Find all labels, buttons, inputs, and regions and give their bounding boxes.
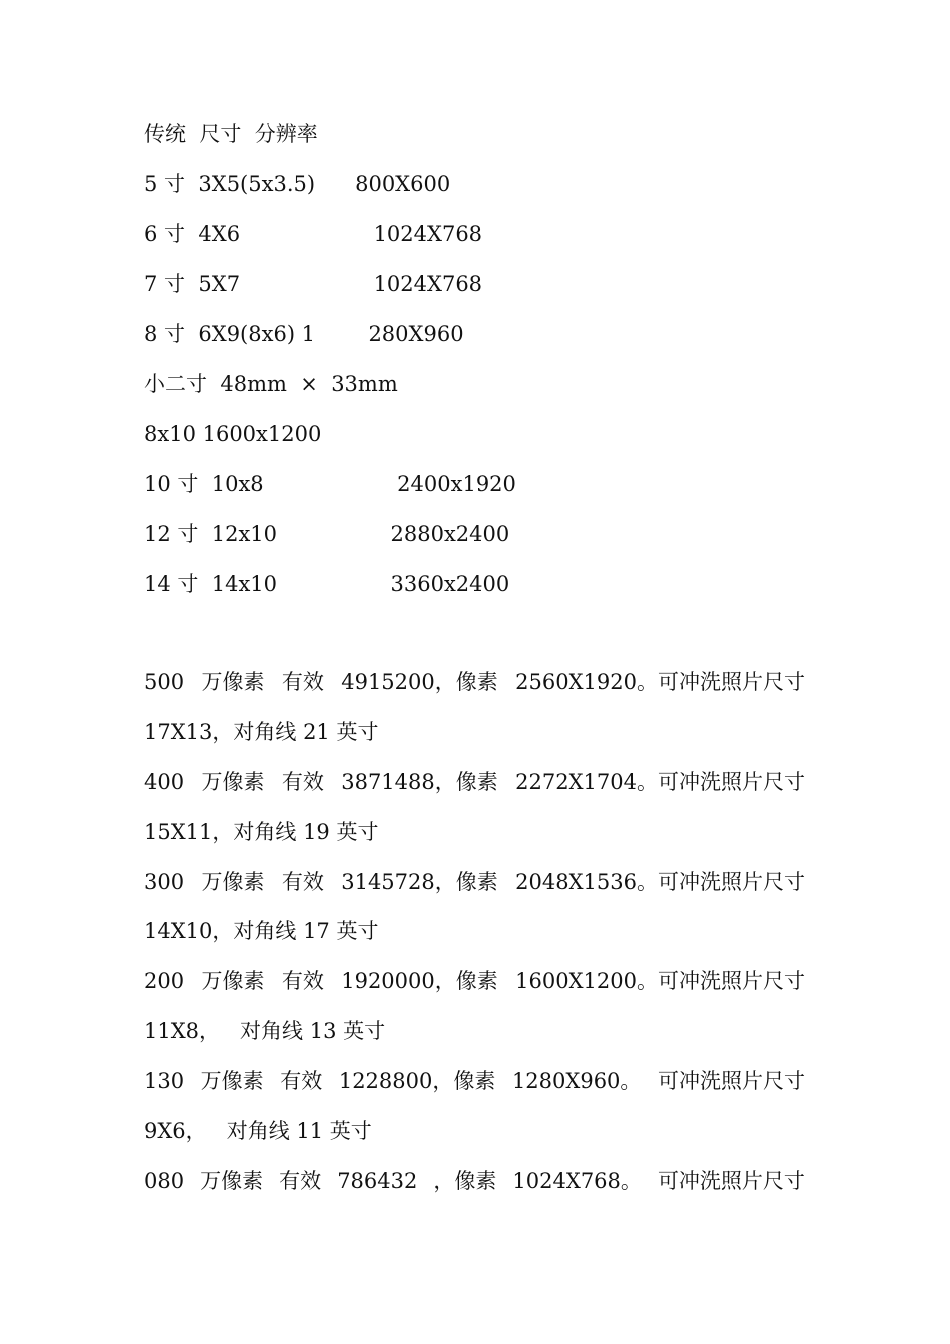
pixel-entry-200-line1 [144, 968, 805, 994]
pixel-entry-part: 有效 [281, 870, 324, 894]
pixel-entry-part: 200 [144, 969, 185, 993]
pixel-entry-part: 2272X1704。可冲洗照片尺寸 [515, 770, 805, 794]
pixel-entry-500-line1 [144, 669, 805, 695]
pixel-entry-300-line2: 14X10，对角线 17 英寸 [144, 919, 379, 943]
pixel-entry-part: 有效 [281, 969, 324, 993]
pixel-entry-400-line2: 15X11，对角线 19 英寸 [144, 820, 379, 844]
table-row-5-inch: 5 寸 3X5(5x3.5) 800X600 [144, 172, 451, 196]
table-row-8-inch: 8 寸 6X9(8x6) 1 280X960 [144, 322, 464, 346]
table-row-7-inch: 7 寸 5X7 1024X768 [144, 272, 483, 296]
pixel-entry-part: 1600X1200。可冲洗照片尺寸 [515, 969, 805, 993]
pixel-entry-part: 1228800，像素 [338, 1069, 496, 1093]
pixel-entry-200-line2: 11X8， 对角线 13 英寸 [144, 1019, 386, 1043]
pixel-entry-part: 3871488，像素 [341, 770, 498, 794]
pixel-entry-part: 可冲洗照片尺寸 [657, 1169, 805, 1193]
pixel-entry-500-line2: 17X13，对角线 21 英寸 [144, 720, 379, 744]
pixel-entry-part: 万像素 [200, 1169, 264, 1193]
pixel-entry-part: 万像素 [201, 870, 265, 894]
pixel-entry-part: 400 [144, 770, 185, 794]
pixel-entry-130-line2: 9X6， 对角线 11 英寸 [144, 1119, 372, 1143]
pixel-entry-part: 500 [144, 670, 185, 694]
table-row-small-2-inch: 小二寸 48mm × 33mm [144, 372, 398, 396]
pixel-entry-part: 万像素 [201, 670, 265, 694]
pixel-entry-part: 4915200，像素 [341, 670, 498, 694]
pixel-entry-part: ，像素 [433, 1169, 497, 1193]
table-row-14-inch: 14 寸 14x10 3360x2400 [144, 572, 510, 596]
pixel-entry-part: 1920000，像素 [341, 969, 498, 993]
pixel-entry-part: 万像素 [201, 770, 265, 794]
pixel-entry-part: 万像素 [200, 1069, 264, 1093]
pixel-entry-part: 786432 [337, 1169, 418, 1193]
pixel-entry-part: 1024X768。 [512, 1169, 642, 1193]
pixel-entry-130-line1 [144, 1068, 805, 1094]
pixel-entry-part: 有效 [281, 770, 324, 794]
pixel-entry-part: 万像素 [201, 969, 265, 993]
pixel-entry-300-line1 [144, 869, 805, 895]
pixel-entry-part: 3145728，像素 [341, 870, 498, 894]
pixel-entry-part: 300 [144, 870, 185, 894]
pixel-entry-part: 2560X1920。可冲洗照片尺寸 [515, 670, 805, 694]
pixel-entry-part: 1280X960。 [511, 1069, 642, 1093]
pixel-entry-080-line1 [144, 1168, 805, 1194]
pixel-entry-part: 130 [144, 1069, 185, 1093]
table-row-12-inch: 12 寸 12x10 2880x2400 [144, 522, 510, 546]
pixel-entry-part: 2048X1536。可冲洗照片尺寸 [515, 870, 805, 894]
pixel-entry-part: 080 [144, 1169, 185, 1193]
pixel-entry-part: 有效 [279, 1169, 322, 1193]
pixel-entry-part: 有效 [280, 1069, 323, 1093]
pixel-entry-400-line1 [144, 769, 805, 795]
pixel-entry-part: 有效 [281, 670, 324, 694]
table-row-10-inch: 10 寸 10x8 2400x1920 [144, 472, 516, 496]
table-header: 传统 尺寸 分辨率 [144, 122, 318, 146]
table-row-6-inch: 6 寸 4X6 1024X768 [144, 222, 483, 246]
table-row-8x10: 8x10 1600x1200 [144, 422, 322, 446]
pixel-entry-part: 可冲洗照片尺寸 [658, 1069, 805, 1093]
